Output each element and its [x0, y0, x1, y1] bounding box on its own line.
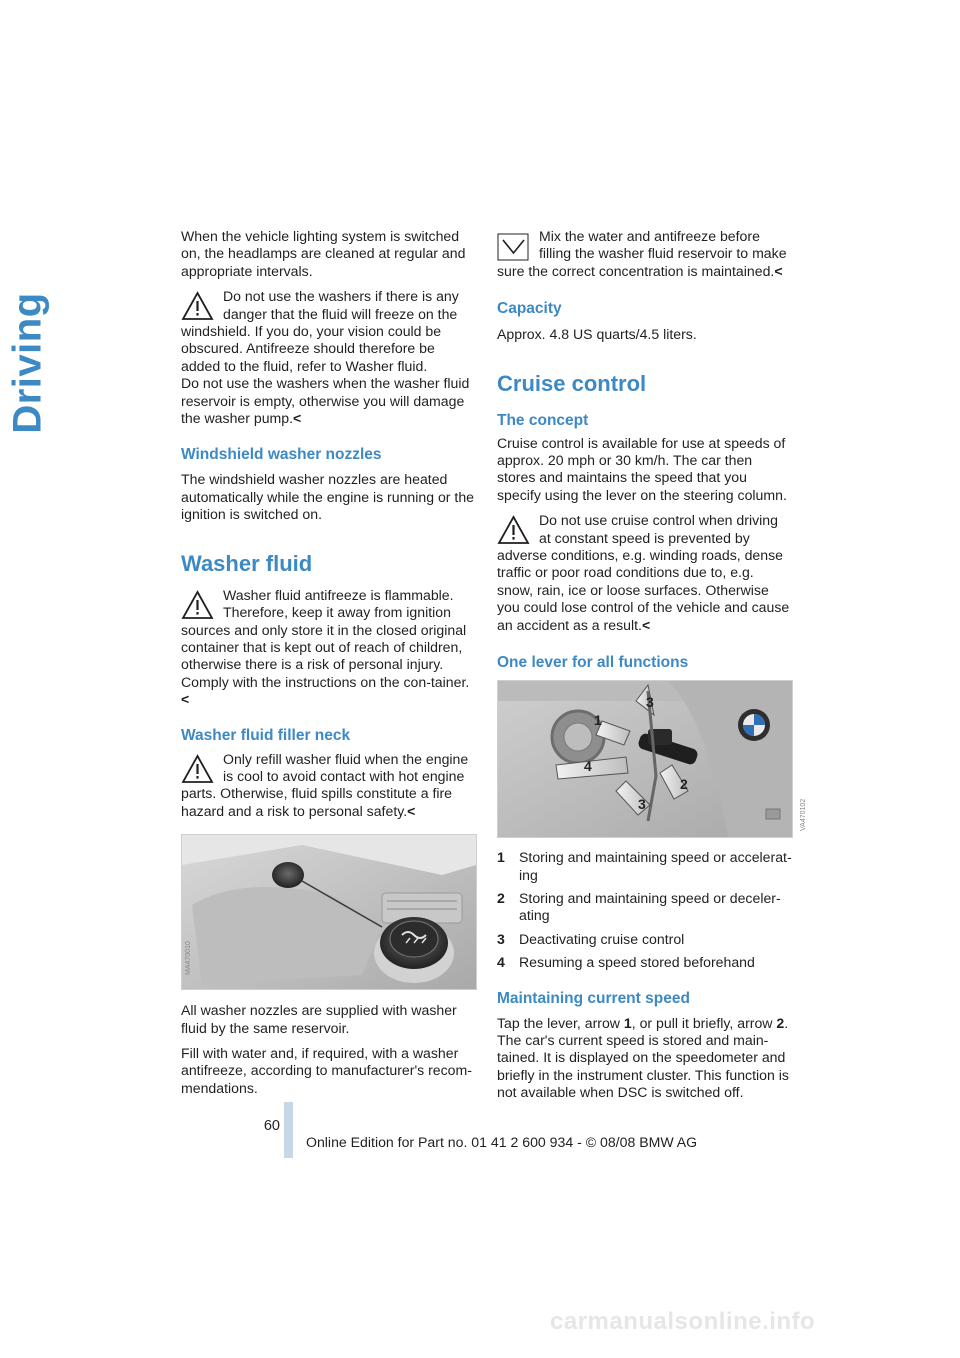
arrow-ref-2: 2: [776, 1014, 785, 1031]
legend-number: 3: [497, 930, 505, 947]
maintaining-speed-text: [497, 1015, 793, 1102]
end-mark: <: [641, 616, 651, 633]
warning-cruise: [497, 512, 793, 634]
right-column: [497, 228, 807, 1102]
footer-bar: [284, 1102, 293, 1158]
arrow-ref-1: 1: [623, 1014, 632, 1031]
footer-edition: Online Edition for Part no. 01 41 2 600 934 - © 08/08 BMW AG: [306, 1134, 698, 1150]
legend-number: 1: [497, 849, 505, 866]
callout-4: 4: [584, 758, 592, 775]
note-mix: [497, 228, 793, 280]
maintain-text-c: . The car's current speed is stored and main-tained. It is displayed on the speedometer and briefly in the instrument cluster. This function is not available when DSC is switched off.: [497, 1014, 789, 1101]
antifreeze-text: Fill with water and, if required, with a washer antifreeze, according to manufacturer's recom-mendations.: [181, 1044, 472, 1096]
heading-concept: The concept: [497, 411, 589, 429]
maintain-text-b: , or pull it briefly, arrow: [631, 1014, 777, 1031]
warning-empty-text: Do not use the washers when the washer fluid reservoir is empty, otherwise you will damage the washer pump.: [181, 375, 470, 427]
warning-hot-engine: [181, 751, 477, 821]
end-mark: <: [774, 262, 783, 279]
legend-item: [497, 954, 793, 971]
left-column: [181, 228, 477, 1097]
warning-flammable: [181, 587, 477, 709]
legend-text: Resuming a speed stored beforehand: [519, 954, 755, 971]
heading-one-lever: One lever for all functions: [497, 654, 689, 672]
warning-hot-engine-text: Only refill washer fluid when the engine is cool to avoid contact with hot engine parts. Otherwise, fluid spills constitute a fire hazard and a risk to personal safety.: [181, 750, 469, 819]
legend-text: Storing and maintaining speed or deceler-ating: [519, 889, 781, 924]
maintain-text-a: Tap the lever, arrow: [497, 1014, 624, 1031]
reservoir-text: All washer nozzles are supplied with washer fluid by the same reservoir.: [181, 1002, 457, 1036]
warning-triangle-icon: [181, 754, 214, 784]
warning-flammable-text: Washer fluid antifreeze is flammable. Therefore, keep it away from ignition sources and only store it in the closed original container that is kept out of reach of children, otherwise there is a risk of personal injury. Comply with the instructions on the con-tainer.: [181, 586, 470, 690]
nozzles-text: The windshield washer nozzles are heated automatically while the engine is running or the ignition is switched on.: [181, 471, 475, 523]
warning-freeze: [181, 288, 477, 427]
cruise-lever-photo: [497, 680, 807, 838]
headlamp-cleaning-text: When the vehicle lighting system is switched on, the headlamps are cleaned at regular and appropriate intervals.: [181, 228, 466, 279]
warning-triangle-icon: [181, 291, 214, 321]
heading-windshield-nozzles: Windshield washer nozzles: [181, 446, 382, 464]
callout-1: 1: [594, 712, 602, 729]
legend-item: [497, 890, 793, 925]
end-mark: <: [407, 802, 416, 819]
warning-triangle-icon: [497, 515, 530, 545]
legend-number: 2: [497, 889, 505, 906]
heading-cruise-control: Cruise control: [497, 370, 647, 396]
end-mark: <: [293, 410, 302, 427]
warning-cruise-text: Do not use cruise control when driving at constant speed is prevented by adverse conditions, e.g. winding roads, dense traffic or poor road conditions due to, e.g. snow, rain, ice or loose surfaces. Otherwise you could lose control of the vehicle and cause an accident as a result.: [497, 512, 790, 633]
legend-item: [497, 849, 793, 884]
note-mix-text: Mix the water and antifreeze before filling the washer fluid reservoir to make sure the correct concentration is maintained.: [497, 228, 787, 279]
page-number: 60: [263, 1118, 280, 1134]
callout-3-top: 3: [646, 694, 654, 711]
legend-item: [497, 931, 793, 948]
legend-text: Storing and maintaining speed or accelerat-ing: [519, 849, 792, 883]
heading-capacity: Capacity: [497, 300, 562, 318]
chapter-title-text: Driving: [5, 292, 50, 434]
legend-list: [497, 849, 793, 971]
legend-number: 4: [497, 954, 505, 971]
end-mark: <: [181, 691, 190, 708]
legend-text: Deactivating cruise control: [519, 930, 685, 947]
heading-filler-neck: Washer fluid filler neck: [181, 726, 351, 744]
concept-text: Cruise control is available for use at speeds of approx. 20 mph or 30 km/h. The car then stores and maintains the speed that you specify using the lever on the steering column.: [497, 434, 787, 503]
note-arrow-icon: [497, 231, 530, 261]
callout-3-bottom: 3: [638, 796, 646, 813]
heading-maintaining-speed: Maintaining current speed: [497, 989, 690, 1007]
heading-washer-fluid: Washer fluid: [181, 550, 313, 576]
capacity-text: Approx. 4.8 US quarts/4.5 liters.: [497, 326, 697, 343]
watermark: carmanualsonline.info: [550, 1308, 816, 1335]
warning-freeze-text: Do not use the washers if there is any danger that the fluid will freeze on the windshield. If you do, your vision could be obscured. Antifreeze should therefore be added to the fluid, refer to Washer fluid.: [181, 288, 459, 374]
photo-code: VA470102: [800, 798, 807, 832]
chapter-title: [2, 228, 54, 498]
photo-code: MA470010: [185, 941, 192, 976]
callout-2: 2: [680, 776, 688, 793]
washer-filler-photo: [181, 834, 477, 990]
warning-triangle-icon: [181, 590, 214, 620]
